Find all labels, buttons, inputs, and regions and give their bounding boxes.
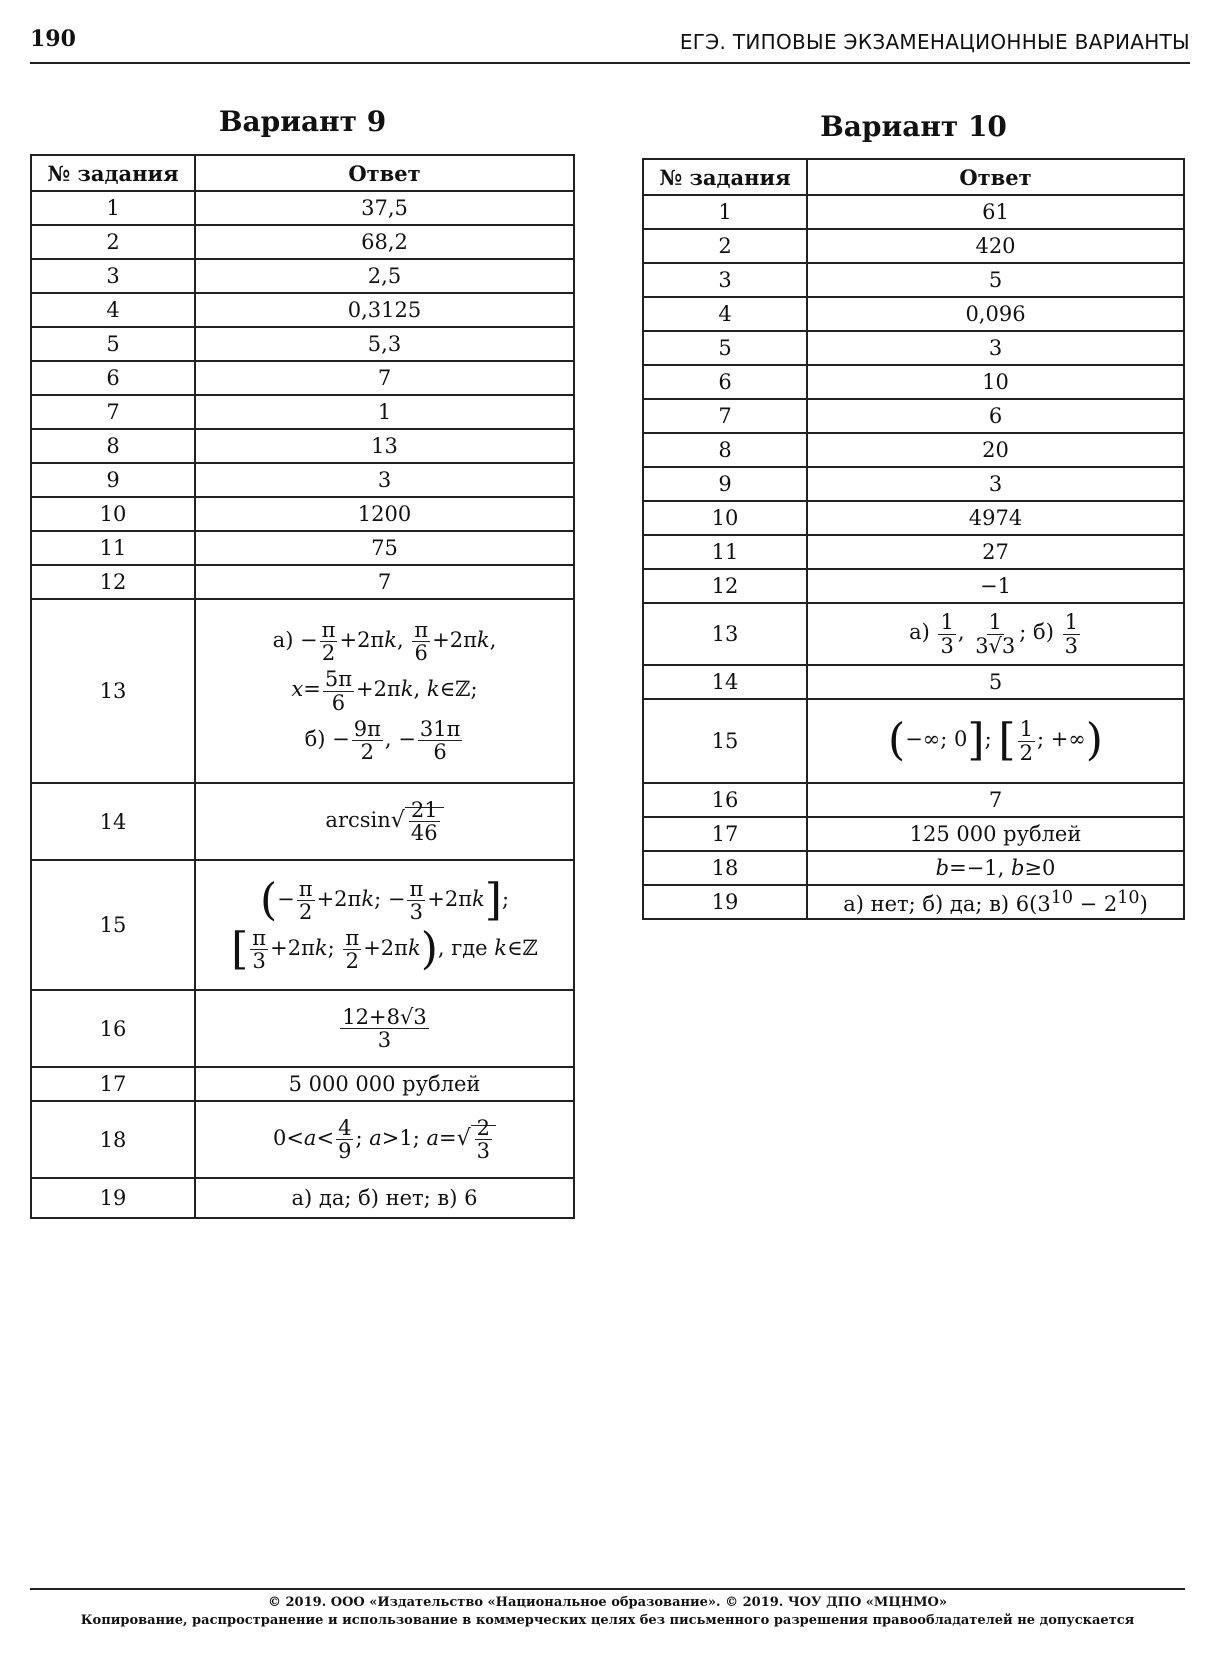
answer-cell: (−∞; 0]; [ $\frac{1}{2}$ ; +∞)	[807, 699, 1184, 783]
variant-10-rows	[643, 195, 1184, 919]
task-number-cell: 8	[31, 429, 195, 463]
table-row	[643, 467, 1184, 501]
task-column-header: № задания	[643, 159, 807, 195]
answer-cell: 2,5	[195, 259, 574, 293]
table-row	[31, 293, 574, 327]
task-number-cell: 8	[643, 433, 807, 467]
answer-cell: 5	[807, 665, 1184, 699]
answer-cell: 0,096	[807, 297, 1184, 331]
table-row	[31, 860, 574, 990]
table-row	[31, 191, 574, 225]
answer-cell: а) нет; б) да; в) $6(3^{10} - 2^{10})$	[807, 885, 1184, 919]
answer-cell: 5,3	[195, 327, 574, 361]
task-number-cell: 14	[31, 783, 195, 860]
answer-cell: 13	[195, 429, 574, 463]
task-number-cell: 7	[643, 399, 807, 433]
task-number-cell: 2	[643, 229, 807, 263]
answer-cell: 125 000 рублей	[807, 817, 1184, 851]
answer-cell: 61	[807, 195, 1184, 229]
answer-cell: (− $\frac{\pi}{2}$ +2πk; − $\frac{\pi}{3}$ +2πk]; [ $\frac{\pi}{3}$ +2πk; $\frac{\pi}{2}$ +2πk), где k∈ℤ	[195, 860, 574, 990]
task-number-cell: 12	[31, 565, 195, 599]
task-number-cell: 16	[643, 783, 807, 817]
table-row	[643, 665, 1184, 699]
table-row	[31, 1178, 574, 1218]
answer-cell: а) − $\frac{\pi}{2}$ +2πk, $\frac{\pi}{6}$ +2πk, x= $\frac{5\pi}{6}$ +2πk, k∈ℤ; б) − $\frac{9\pi}{2}$ , − $\frac{31\pi}{6}$	[195, 599, 574, 783]
answer-cell: 20	[807, 433, 1184, 467]
table-row	[31, 599, 574, 783]
table-header-row	[31, 155, 574, 191]
task-number-cell: 9	[31, 463, 195, 497]
running-title: ЕГЭ. ТИПОВЫЕ ЭКЗАМЕНАЦИОННЫЕ ВАРИАНТЫ	[679, 30, 1190, 54]
task-number-cell: 18	[643, 851, 807, 885]
answer-cell: $\frac{12+8√3}{3}$	[195, 990, 574, 1067]
copyright-line: © 2019. ООО «Издательство «Национальное образование». © 2019. ЧОУ ДПО «МЦНМО»	[267, 1595, 948, 1610]
task-number-cell: 7	[31, 395, 195, 429]
answer-cell: arcsin√ $\frac{21}{46}$	[195, 783, 574, 860]
table-row	[31, 429, 574, 463]
answer-cell: 1	[195, 395, 574, 429]
variant-9-rows	[31, 191, 574, 1218]
answer-cell: 7	[807, 783, 1184, 817]
table-row	[643, 783, 1184, 817]
table-row	[31, 463, 574, 497]
task-number-cell: 17	[31, 1067, 195, 1101]
table-row	[643, 603, 1184, 665]
answer-cell: а) $\frac{1}{3}$ , $\frac{1}{3√3}$ ; б) $\frac{1}{3}$	[807, 603, 1184, 665]
copyright-notice: Копирование, распространение и использование в коммерческих целях без письменного разрешения правообладателей не допускается	[80, 1613, 1135, 1628]
variant-10-answer-table	[642, 158, 1185, 920]
answer-cell: b=−1, b≥0	[807, 851, 1184, 885]
table-row	[31, 990, 574, 1067]
variant-9-answer-table	[30, 154, 575, 1219]
variant-9-title: Вариант 9	[218, 105, 387, 138]
task-number-cell: 10	[31, 497, 195, 531]
table-row	[31, 395, 574, 429]
task-number-cell: 2	[31, 225, 195, 259]
answer-cell: 1200	[195, 497, 574, 531]
table-row	[643, 535, 1184, 569]
task-number-cell: 5	[643, 331, 807, 365]
answer-cell: −1	[807, 569, 1184, 603]
task-number-cell: 14	[643, 665, 807, 699]
table-header-row	[643, 159, 1184, 195]
answer-cell: 5 000 000 рублей	[195, 1067, 574, 1101]
page-number: 190	[30, 26, 76, 52]
task-number-cell: 4	[643, 297, 807, 331]
table-row	[643, 569, 1184, 603]
task-number-cell: 17	[643, 817, 807, 851]
task-number-cell: 11	[31, 531, 195, 565]
answer-cell: 0,3125	[195, 293, 574, 327]
table-row	[643, 229, 1184, 263]
table-row	[643, 699, 1184, 783]
table-row	[643, 195, 1184, 229]
answer-cell: 37,5	[195, 191, 574, 225]
task-number-cell: 16	[31, 990, 195, 1067]
page-header	[30, 22, 1190, 64]
answer-cell: 4974	[807, 501, 1184, 535]
table-row	[31, 783, 574, 860]
answer-cell: 3	[195, 463, 574, 497]
task-number-cell: 10	[643, 501, 807, 535]
answer-cell: 75	[195, 531, 574, 565]
task-number-cell: 6	[643, 365, 807, 399]
task-number-cell: 19	[31, 1178, 195, 1218]
task-number-cell: 13	[643, 603, 807, 665]
task-number-cell: 15	[31, 860, 195, 990]
task-number-cell: 9	[643, 467, 807, 501]
task-number-cell: 18	[31, 1101, 195, 1178]
answer-cell: 7	[195, 361, 574, 395]
answer-cell: а) да; б) нет; в) 6	[195, 1178, 574, 1218]
answer-column-header: Ответ	[807, 159, 1184, 195]
table-row	[643, 501, 1184, 535]
task-number-cell: 1	[643, 195, 807, 229]
answer-cell: 10	[807, 365, 1184, 399]
task-column-header: № задания	[31, 155, 195, 191]
answer-column-header: Ответ	[195, 155, 574, 191]
task-number-cell: 19	[643, 885, 807, 919]
table-row	[643, 851, 1184, 885]
answer-cell: 3	[807, 467, 1184, 501]
task-number-cell: 3	[31, 259, 195, 293]
table-row	[31, 497, 574, 531]
task-number-cell: 12	[643, 569, 807, 603]
task-number-cell: 3	[643, 263, 807, 297]
page-footer	[30, 1588, 1185, 1630]
table-row	[31, 327, 574, 361]
table-row	[643, 331, 1184, 365]
table-row	[643, 433, 1184, 467]
table-row	[31, 361, 574, 395]
answer-cell: 420	[807, 229, 1184, 263]
answer-cell: 7	[195, 565, 574, 599]
task-number-cell: 6	[31, 361, 195, 395]
table-row	[643, 297, 1184, 331]
variant-10-title: Вариант 10	[820, 110, 1007, 143]
task-number-cell: 15	[643, 699, 807, 783]
answer-cell: 0<a< $\frac{4}{9}$ ; a>1; a=√ $\frac{2}{3}$	[195, 1101, 574, 1178]
answer-cell: 5	[807, 263, 1184, 297]
answer-cell: 3	[807, 331, 1184, 365]
answer-cell: 27	[807, 535, 1184, 569]
table-row	[31, 225, 574, 259]
task-number-cell: 1	[31, 191, 195, 225]
table-row	[31, 1067, 574, 1101]
task-number-cell: 4	[31, 293, 195, 327]
table-row	[643, 817, 1184, 851]
table-row	[31, 565, 574, 599]
task-number-cell: 11	[643, 535, 807, 569]
table-row	[643, 399, 1184, 433]
answer-cell: 68,2	[195, 225, 574, 259]
table-row	[31, 531, 574, 565]
table-row	[643, 263, 1184, 297]
table-row	[31, 259, 574, 293]
table-row	[31, 1101, 574, 1178]
answer-cell: 6	[807, 399, 1184, 433]
task-number-cell: 5	[31, 327, 195, 361]
task-number-cell: 13	[31, 599, 195, 783]
table-row	[643, 365, 1184, 399]
table-row	[643, 885, 1184, 919]
